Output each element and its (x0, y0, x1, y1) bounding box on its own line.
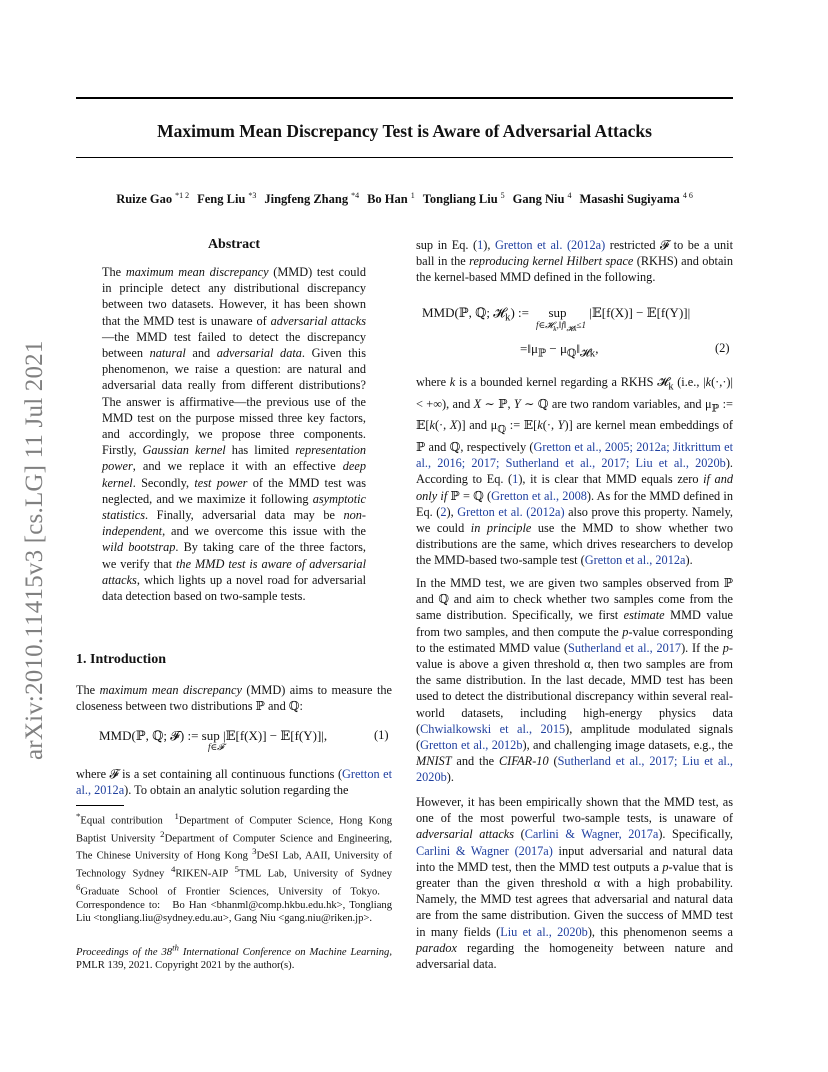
author-5 (423, 192, 505, 206)
author-affiliation-marks: 1 (408, 191, 415, 200)
author-affiliation-marks: *3 (246, 191, 257, 200)
proceedings-note: Proceedings of the 38th International Conference on Machine Learning, PMLR 139, 2021. Copyright 2021 by the author(s). (76, 942, 392, 971)
author-list (76, 191, 733, 207)
abstract-text: The maximum mean discrepancy (MMD) test could in principle detect any distributional discrepancy between two datasets. However, it has been shown that the MMD test is unaware of adversarial attacks—the MMD test failed to detect the discrepancy between natural and adversarial data. Given this phenomenon, we raise a question: are natural and adversarial data really from different distributions? The answer is affirmative—the previous use of the MMD test on the purpose missed three key factors, and accordingly, we propose three components. Firstly, Gaussian kernel has limited representation power, and we replace it with an effective deep kernel. Secondly, test power of the MMD test was neglected, and we maximize it following asymptotic statistics. Finally, adversarial data may be non-independent, and we overcome this issue with the wild bootstrap. By taking care of the three factors, we verify that the MMD test is aware of adversarial attacks, which lights up a novel road for adversarial data detection based on two-sample tests. (102, 265, 367, 604)
author-name: Ruize Gao (116, 192, 173, 207)
footnote-rule (76, 805, 124, 806)
paper-title: Maximum Mean Discrepancy Test is Aware of Adversarial Attacks (157, 121, 652, 141)
author-2 (197, 192, 256, 206)
equation-1: MMD(ℙ, ℚ; 𝓕) := sup |𝔼[f(X)] − 𝔼[f(Y)]|, (99, 728, 328, 743)
author-1 (116, 192, 189, 206)
equation-2-subscript: $f\in 𝓗_k,‖f‖_{𝓗k}\le 1$ (536, 320, 586, 333)
author-3 (264, 192, 359, 206)
author-name: Tongliang Liu (422, 192, 498, 207)
top-rule (76, 97, 733, 99)
intro-paragraph-1: The maximum mean discrepancy (MMD) aims to measure the closeness between two distributions ℙ and ℚ: (76, 683, 392, 714)
equation-2-line-1: MMD(ℙ, ℚ; 𝓗$_k$) := sup |𝔼[f(X)] − 𝔼[f(Y)]| (422, 305, 691, 324)
equation-2-line-2: $=‖\mu_ℙ$ − $\mu_ℚ‖_{𝓗k}$, (520, 341, 599, 360)
author-4 (367, 192, 415, 206)
equation-1-subscript: f∈𝓕 (208, 742, 224, 752)
title-rule (76, 157, 733, 158)
author-7 (579, 192, 692, 206)
affiliations-footnote: *Equal contribution $^1$Department of Computer Science, Hong Kong Baptist University $^2$Department of Computer Science and Engineering, The Chinese University of Hong Kong $^3$DeSI Lab, AAII, University of Technology Sydney $^4$RIKEN-AIP $^5$TML Lab, University of Sydney $^6$Graduate School of Frontier Sciences, University of Tokyo. Correspondence to: Bo Han <bhanml@comp.hkbu.edu.hk>, Tongliang Liu <tongliang.liu@sydney.edu.au>, Gang Niu <gang.niu@riken.jp>. (76, 811, 392, 924)
author-name: Masashi Sugiyama (579, 192, 680, 207)
author-affiliation-marks: 5 (498, 191, 505, 200)
author-affiliation-marks: 4 6 (680, 191, 693, 200)
author-affiliation-marks: *1 2 (173, 191, 190, 200)
abstract-heading: Abstract (207, 237, 261, 252)
author-name: Jingfeng Zhang (264, 192, 349, 207)
author-affiliation-marks: 4 (565, 191, 572, 200)
arxiv-stamp: arXiv:2010.11415v3 [cs.LG] 11 Jul 2021 (21, 340, 48, 760)
introduction-heading: 1. Introduction (76, 652, 166, 667)
author-name: Gang Niu (512, 192, 565, 207)
author-affiliation-marks: *4 (349, 191, 360, 200)
right-paragraph-0: sup in Eq. (1), Gretton et al. (2012a) restricted 𝓕 to be a unit ball in the reproducing kernel Hilbert space (RKHS) and obtain the kernel-based MMD defined in the following. (416, 238, 734, 285)
equation-2-number: (2) (715, 341, 730, 355)
equation-1-number: (1) (374, 728, 389, 742)
right-paragraph-2: In the MMD test, we are given two samples observed from ℙ and ℚ and aim to check whether two samples come from the same distribution. Specifically, we first estimate MMD value from two samples, and then compute the p-value corresponding to the estimated MMD value (Sutherland et al., 2017). If the p-value is above a given threshold α, then two samples are from the same distribution. In the last decade, MMD test has been used to detect the distributional discrepancy within several real-world datasets, including high-energy physics data (Chwialkowski et al., 2015), amplitude modulated signals (Gretton et al., 2012b), and challenging image datasets, e.g., the MNIST and the CIFAR-10 (Sutherland et al., 2017; Liu et al., 2020b). (416, 576, 734, 785)
author-6 (513, 192, 572, 206)
author-name: Bo Han (367, 192, 408, 207)
right-paragraph-3: However, it has been empirically shown that the MMD test, as one of the most powerful two-sample tests, is unaware of adversarial attacks (Carlini & Wagner, 2017a). Specifically, Carlini & Wagner (2017a) input adversarial and natural data into the MMD test, then the MMD test outputs a p-value that is greater than the given threshold α with a high probability. Namely, the MMD test agrees that adversarial and natural data are from the same distribution. Given the success of MMD test in many fields (Liu et al., 2020b), this phenomenon seems a paradox regarding the homogeneity between nature and adversarial data. (416, 795, 734, 972)
intro-paragraph-2: where 𝓕 is a set containing all continuous functions (Gretton et al., 2012a). To obtain an analytic solution regarding the (76, 767, 392, 798)
right-paragraph-1: where k is a bounded kernel regarding a RKHS 𝓗$_k$ (i.e., |k(·,·)| < +∞), and X ∼ ℙ, Y ∼ ℚ are two random variables, and $\mu_ℙ$ := 𝔼[k(·, X)] and $\mu_ℚ$ := 𝔼[k(·, Y)] are kernel mean embeddings of ℙ and ℚ, respectively (Gretton et al., 2005; 2012a; Jitkrittum et al., 2016; 2017; Sutherland et al., 2017; Liu et al., 2020b). According to Eq. (1), it is clear that MMD equals zero if and only if ℙ = ℚ (Gretton et al., 2008). As for the MMD defined in Eq. (2), Gretton et al. (2012a) also prove this property. Namely, we could in principle use the MMD to show whether two distributions are the same, which drives researchers to develop the MMD-based two-sample test (Gretton et al., 2012a). (416, 375, 734, 568)
author-name: Feng Liu (197, 192, 246, 207)
